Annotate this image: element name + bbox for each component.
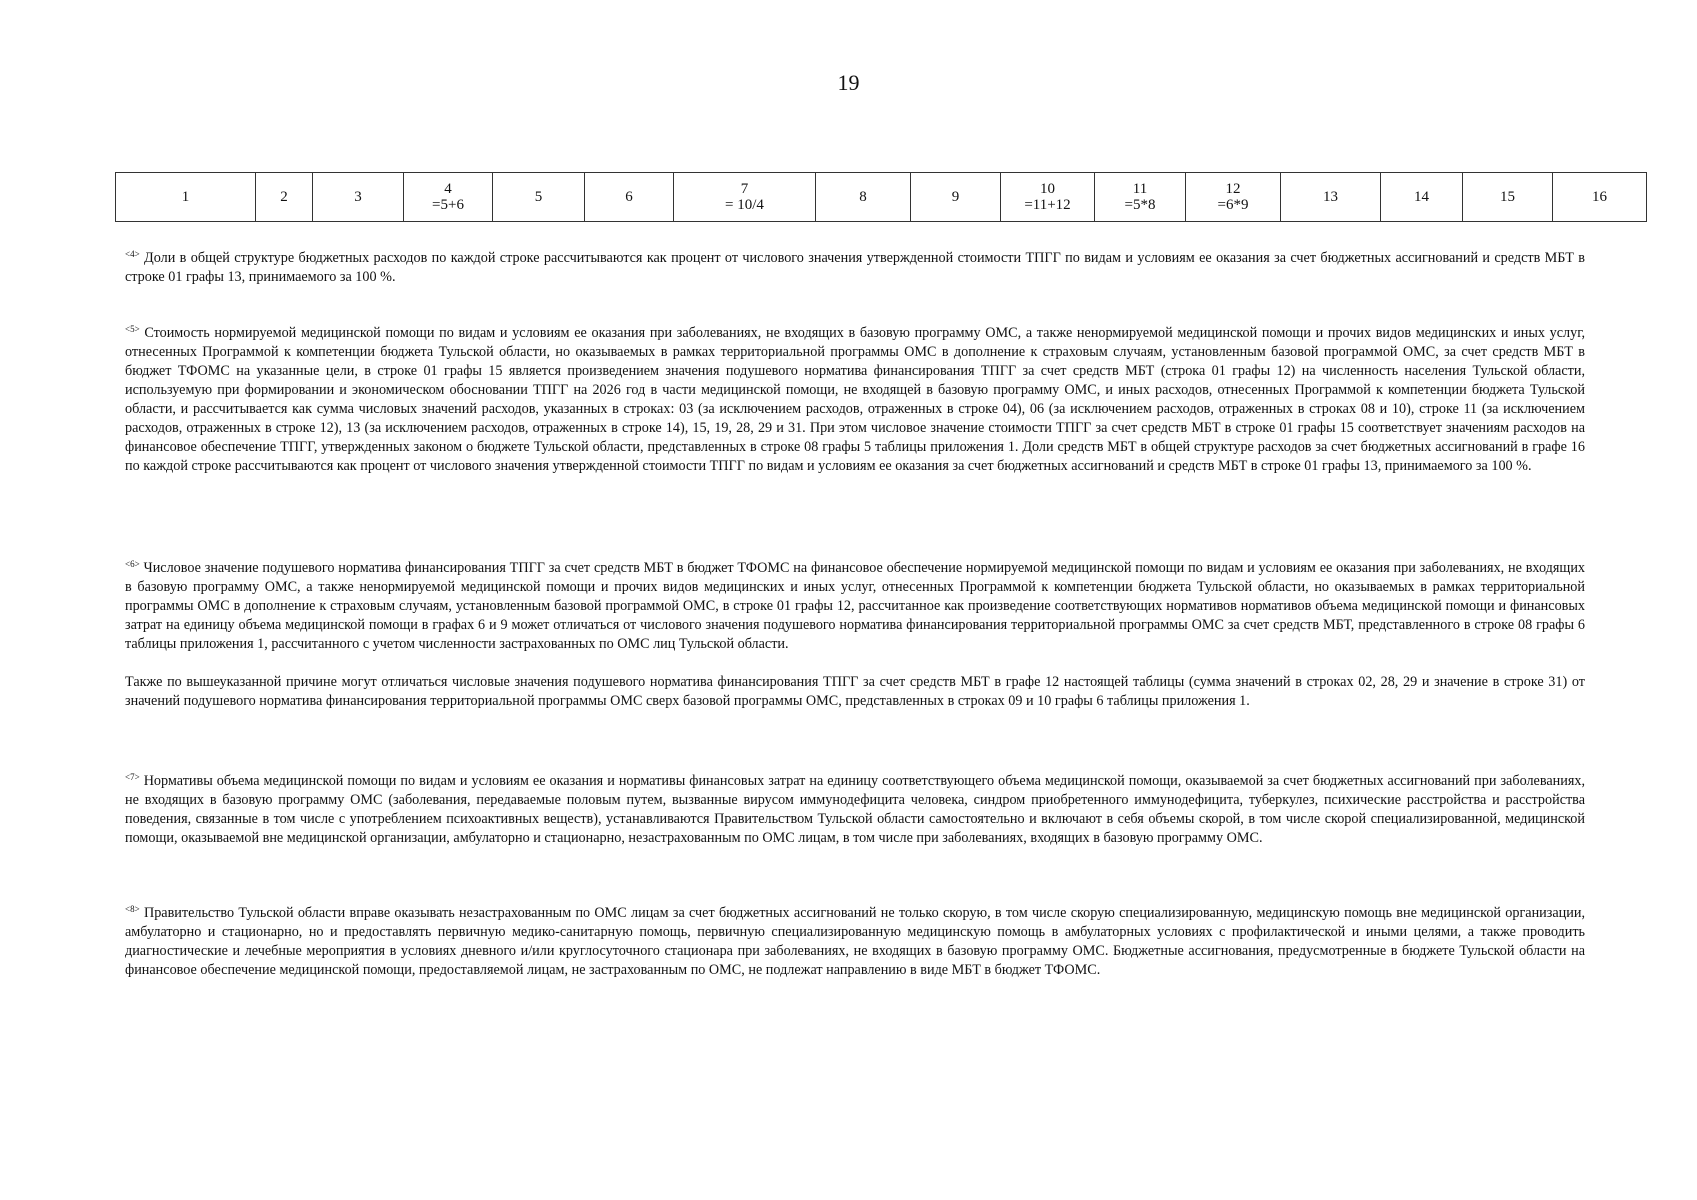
column-header-cell [911, 173, 1001, 222]
column-header-table [115, 172, 1647, 222]
footnote-paragraph [125, 900, 1585, 980]
column-header-cell [1553, 173, 1647, 222]
column-formula: =5+6 [432, 197, 464, 213]
footnote-7 [125, 768, 1585, 848]
footnote-paragraph [125, 320, 1585, 476]
column-header-cell [585, 173, 674, 222]
column-formula: = 10/4 [725, 197, 764, 213]
column-header-cell [1095, 173, 1186, 222]
footnote-paragraph [125, 768, 1585, 848]
column-number: 2 [280, 189, 288, 205]
column-header-cell [256, 173, 313, 222]
footnote-4 [125, 245, 1585, 287]
column-header-cell [1463, 173, 1553, 222]
column-number: 14 [1414, 189, 1429, 205]
column-number: 4 [444, 181, 452, 197]
column-formula: =11+12 [1024, 197, 1071, 213]
column-header-cell [404, 173, 493, 222]
column-formula: =6*9 [1217, 197, 1249, 213]
column-header-cell [674, 173, 816, 222]
column-number: 1 [181, 189, 190, 205]
column-number: 6 [625, 189, 633, 205]
column-header-cell [313, 173, 404, 222]
footnote-5 [125, 320, 1585, 476]
column-header-cell [116, 173, 256, 222]
column-number: 11 [1132, 181, 1148, 197]
column-header-cell [493, 173, 585, 222]
footnote-mark: <7> [125, 772, 140, 782]
column-number: 5 [534, 189, 543, 205]
footnote-paragraph [125, 245, 1585, 287]
footnote-text: Стоимость нормируемой медицинской помощи по видам и условиям ее оказания при заболеваниях, не входящих в базовую программу ОМС, а также ненормируемой медицинской помощи и прочих видов медицинских и иных услуг, отнесенных Программой к компетенции бюджета Тульской области, но оказываемых в рамках территориальной программы ОМС в дополнение к страховым случаям, установленным базовой программой ОМС, за счет средств МБТ в бюджет ТФОМС на указанные цели, в строке 01 графы 15 является произведением значения подушевого норматива финансирования ТПГГ за счет средств МБТ (строка 01 графы 12) на численность населения Тульской области, используемую при формировании и экономическом обосновании ТПГГ на 2026 год в части медицинской помощи, не входящей в базовую программу ОМС, и иных расходов, отнесенных Программой к компетенции бюджета Тульской области, и рассчитывается как сумма числовых значений расходов, указанных в строках: 03 (за исключением расходов, отраженных в строке 04), 06 (за исключением расходов, отраженных в строках 08 и 10), строке 11 (за исключением расходов, отраженных в строке 12), 13 (за исключением расходов, отраженных в строке 14), 15, 19, 28, 29 и 31. При этом числовое значение стоимости ТПГГ за счет средств МБТ в строке 01 графы 15 соответствует значениям расходов на финансовое обеспечение ТПГГ, утвержденных законом о бюджете Тульской области, представленных в строке 08 графы 5 таблицы приложения 1. Доли средств МБТ в общей структуре расходов за счет бюджетных ассигнований в графе 16 по каждой строке рассчитываются как процент от числового значения утвержденной стоимости ТПГГ по видам и условиям ее оказания за счет бюджетных ассигнований и средств МБТ в строке 01 графы 13, принимаемого за 100 %. [125, 325, 1585, 474]
footnote-mark: <8> [125, 904, 140, 914]
column-number: 3 [354, 189, 362, 205]
footnote-paragraph-continued: Также по вышеуказанной причине могут отличаться числовые значения подушевого норматива финансирования ТПГГ за счет средств МБТ в графе 12 настоящей таблицы (сумма значений в строках 02, 28, 29 и значение в строке 31) от значений подушевого норматива финансирования территориальной программы ОМС сверх базовой программы ОМС, представленных в строках 09 и 10 графы 6 таблицы приложения 1. [125, 674, 1585, 709]
footnote-text: Нормативы объема медицинской помощи по видам и условиям ее оказания и нормативы финансовых затрат на единицу соответствующего объема медицинской помощи, оказываемой за счет бюджетных ассигнований при заболеваниях, не входящих в базовую программу ОМС (заболевания, передаваемые половым путем, вызванные вирусом иммунодефицита человека, синдром приобретенного иммунодефицита, туберкулез, психические расстройства и расстройства поведения, связанные в том числе с употреблением психоактивных веществ), устанавливаются Правительством Тульской области самостоятельно и включают в себя объемы скорой, в том числе скорой специализированной, медицинской помощи, оказываемой вне медицинской организации, амбулаторно и стационарно, незастрахованным по ОМС лицам, в том числе при заболеваниях, входящих в базовую программу ОМС. [125, 773, 1586, 846]
page-number: 19 [837, 70, 860, 95]
footnote-text: Числовое значение подушевого норматива финансирования ТПГГ за счет средств МБТ в бюджет ТФОМС на финансовое обеспечение нормируемой медицинской помощи по видам и условиям ее оказания при заболеваниях, не входящих в базовую программу ОМС, а также ненормируемой медицинской помощи и прочих видов медицинских и иных услуг, отнесенных Программой к компетенции бюджета Тульской области, но оказываемых в рамках территориальной программы ОМС в дополнение к страховым случаям, установленным базовой программой ОМС, в строке 01 графы 12, рассчитанное как произведение соответствующих нормативов нормативов объема медицинской помощи и финансовых затрат на единицу объема медицинской помощи в графах 6 и 9 может отличаться от числового значения подушевого норматива финансирования территориальной программы ОМС за счет средств МБТ, представленного в строке 08 графы 6 таблицы приложения 1, рассчитанного с учетом численности застрахованных по ОМС лиц Тульской области. [125, 560, 1586, 652]
column-header-row [116, 173, 1647, 222]
footnote-8 [125, 900, 1585, 980]
column-formula: =5*8 [1124, 197, 1156, 213]
column-header-cell [816, 173, 911, 222]
column-number: 13 [1323, 189, 1338, 205]
column-number: 10 [1040, 181, 1055, 197]
footnote-paragraph [125, 555, 1585, 654]
footnote-mark: <5> [125, 324, 140, 334]
footnote-6 [125, 555, 1585, 711]
column-number: 12 [1225, 181, 1241, 197]
footnote-mark: <4> [125, 249, 140, 259]
column-header-cell [1281, 173, 1381, 222]
footnote-text: Правительство Тульской области вправе оказывать незастрахованным по ОМС лицам за счет бюджетных ассигнований не только скорую, в том числе скорую специализированную, медицинскую помощь вне медицинской организации, амбулаторно и стационарно, но и предоставлять первичную медико-санитарную помощь, первичную специализированную медицинскую помощь в амбулаторных условиях с профилактической и иными целями, а также проводить диагностические и лечебные мероприятия в условиях дневного и/или круглосуточного стационара при заболеваниях, не входящих в базовую программу ОМС. Бюджетные ассигнования, предусмотренные в бюджете Тульской области на финансовое обеспечение медицинской помощи, предоставляемой лицам, не застрахованным по ОМС, не подлежат направлению в виде МБТ в бюджет ТФОМС. [125, 905, 1586, 978]
footnote-text: Доли в общей структуре бюджетных расходов по каждой строке рассчитываются как процент от числового значения утвержденной стоимости ТПГГ по видам и условиям ее оказания за счет бюджетных ассигнований и средств МБТ в строке 01 графы 13, принимаемого за 100 %. [125, 250, 1586, 285]
column-header-cell [1186, 173, 1281, 222]
column-header-cell [1381, 173, 1463, 222]
column-number: 9 [951, 189, 960, 205]
footnote-mark: <6> [125, 559, 140, 569]
column-number: 15 [1500, 189, 1515, 205]
column-number: 8 [859, 189, 867, 205]
column-header-cell [1001, 173, 1095, 222]
column-number: 16 [1592, 189, 1607, 205]
column-number: 7 [740, 181, 749, 197]
